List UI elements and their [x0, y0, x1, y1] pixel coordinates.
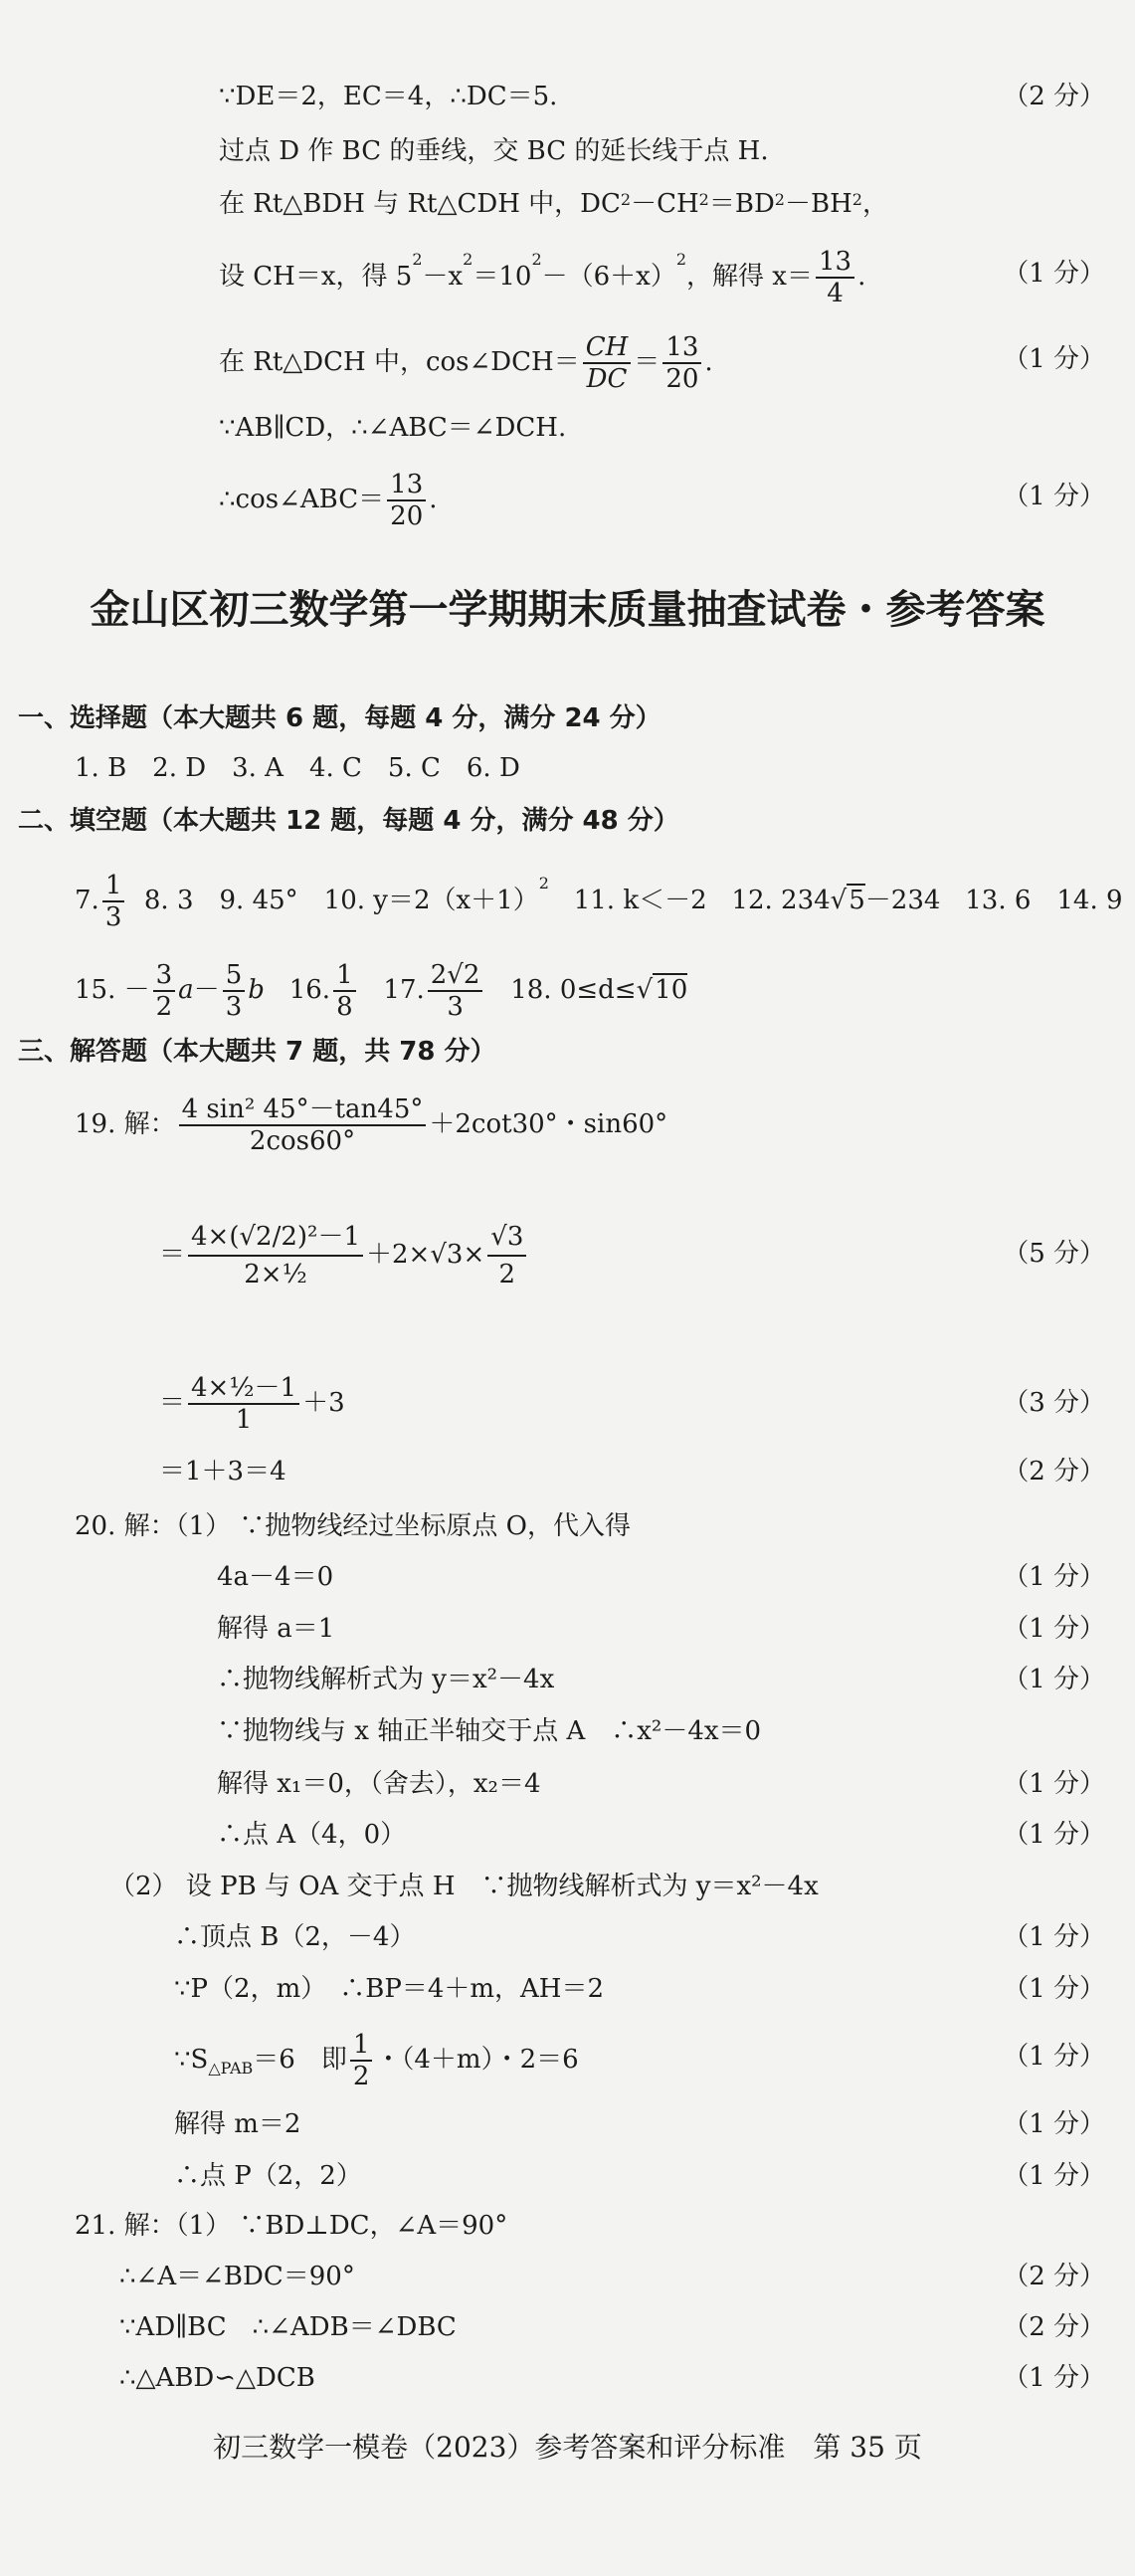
- line-cos-dch: 在 Rt△DCH 中，cos∠DCH＝ $\frac{CH}{DC}$ ＝ $\frac{13}{20}$ .: [219, 332, 713, 394]
- score: （5 分）: [1003, 1239, 1105, 1269]
- score: （1 分）: [1003, 2363, 1105, 2393]
- q20-area-line: $\because S_{\triangle PAB}=6$ 即 $\frac{1}{2}$ ・（4＋m）・2＝6: [174, 2030, 579, 2091]
- document-title: 金山区初三数学第一学期期末质量抽查试卷・参考答案: [90, 587, 1045, 633]
- q19-expression: 19. 解： $\frac{\text{4 sin² 45°－tan45°}}{2\cos 60^\circ}$ ＋2cot30°・sin60°: [75, 1094, 668, 1156]
- q20-line: ∴抛物线解析式为 y＝x²－4x: [217, 1665, 555, 1694]
- line-perpendicular: 过点 D 作 BC 的垂线，交 BC 的延长线于点 H.: [219, 136, 769, 166]
- q20-line: （2） 设 PB 与 OA 交于点 H ∵抛物线解析式为 y＝x²－4x: [109, 1872, 819, 1901]
- score: （1 分）: [1003, 1614, 1105, 1644]
- score: （1 分）: [1003, 1974, 1105, 2004]
- q21-line: 21. 解：（1） ∵BD⊥DC，∠A＝90°: [75, 2211, 508, 2241]
- line-de-ec: ∵DE＝2，EC＝4，∴DC＝5.: [219, 82, 558, 111]
- q20-line: 4a－4＝0: [217, 1562, 334, 1592]
- score: （1 分）: [1003, 1769, 1105, 1799]
- choice-answers: 1. B 2. D 3. A 4. C 5. C 6. D: [75, 753, 520, 783]
- section-heading-fill: 二、填空题（本大题共 12 题，每题 4 分，满分 48 分）: [18, 806, 679, 836]
- q20-line: 20. 解：（1） ∵抛物线经过坐标原点 O，代入得: [75, 1511, 632, 1541]
- line-set-ch: 设 CH＝x，得 $5^2-x^2=10^2-(6+x)^2$，解得 x＝ $\frac{13}{4}$ .: [219, 247, 866, 308]
- score: （1 分）: [1003, 482, 1105, 511]
- page-footer: 初三数学一模卷（2023）参考答案和评分标准 第 35 页: [213, 2431, 922, 2464]
- score: （1 分）: [1003, 344, 1105, 374]
- q20-line: 解得 x₁＝0，（舍去），x₂＝4: [217, 1769, 541, 1799]
- q21-line: ∵AD∥BC ∴∠ADB＝∠DBC: [119, 2312, 457, 2342]
- score: （1 分）: [1003, 1562, 1105, 1592]
- q21-line: ∴∠A＝∠BDC＝90°: [119, 2262, 355, 2291]
- score: （3 分）: [1003, 1388, 1105, 1418]
- section-heading-solve: 三、解答题（本大题共 7 题，共 78 分）: [18, 1037, 496, 1067]
- q20-line: ∴点 P（2，2）: [174, 2161, 362, 2191]
- q19-step2: ＝ $\frac{\text{4×(√2/2)²－1}}{\text{2×½}}$ ＋2×√3× $\frac{√3}{2}$: [159, 1219, 529, 1292]
- q20-line: 解得 m＝2: [174, 2109, 301, 2139]
- score: （1 分）: [1003, 2109, 1105, 2139]
- q20-line: ∴顶点 B（2，－4）: [174, 1922, 416, 1952]
- score: （1 分）: [1003, 1665, 1105, 1694]
- score: （1 分）: [1003, 259, 1105, 289]
- fill-answers-row1: 7. $\frac{1}{3}$ 8. 3 9. 45° 10. $y=2(x+1)^2$ 11. k＜－2 12. 234√5－234 13. 6 14. 9: [75, 871, 1123, 932]
- line-cos-abc: ∴cos∠ABC＝ $\frac{13}{20}$ .: [219, 470, 438, 531]
- q19-step4: ＝1＋3＝4: [159, 1457, 286, 1486]
- score: （1 分）: [1003, 1820, 1105, 1850]
- q19-step3: ＝ $\frac{\text{4×½－1}}{1}$ ＋3: [159, 1373, 345, 1435]
- q20-line: ∵P（2，m） ∴BP＝4＋m，AH＝2: [174, 1974, 605, 2004]
- score: （2 分）: [1003, 1457, 1105, 1486]
- score: （1 分）: [1003, 1922, 1105, 1952]
- score: （2 分）: [1003, 2312, 1105, 2342]
- score: （2 分）: [1003, 82, 1105, 111]
- line-right-triangles: 在 Rt△BDH 与 Rt△CDH 中，$DC^2-CH^2=BD^2-BH^2$，: [219, 189, 888, 219]
- section-heading-choice: 一、选择题（本大题共 6 题，每题 4 分，满分 24 分）: [18, 703, 662, 733]
- q20-line: ∵抛物线与 x 轴正半轴交于点 A ∴x²－4x＝0: [217, 1716, 762, 1746]
- line-parallel: ∵AB∥CD，∴∠ABC＝∠DCH.: [219, 413, 567, 443]
- score: （1 分）: [1003, 2042, 1105, 2072]
- q21-line: ∴△ABD∽△DCB: [119, 2363, 315, 2393]
- score: （1 分）: [1003, 2161, 1105, 2191]
- q20-line: 解得 a＝1: [217, 1614, 335, 1644]
- score: （2 分）: [1003, 2262, 1105, 2291]
- q20-line: ∴点 A（4，0）: [217, 1820, 407, 1850]
- fill-answers-row2: 15. － $\frac{3}{2}$ a－ $\frac{5}{3}$ b 16. $\frac{1}{8}$ 17. $\frac{2√2}{3}$ 18. 0≤d≤√10: [75, 960, 688, 1022]
